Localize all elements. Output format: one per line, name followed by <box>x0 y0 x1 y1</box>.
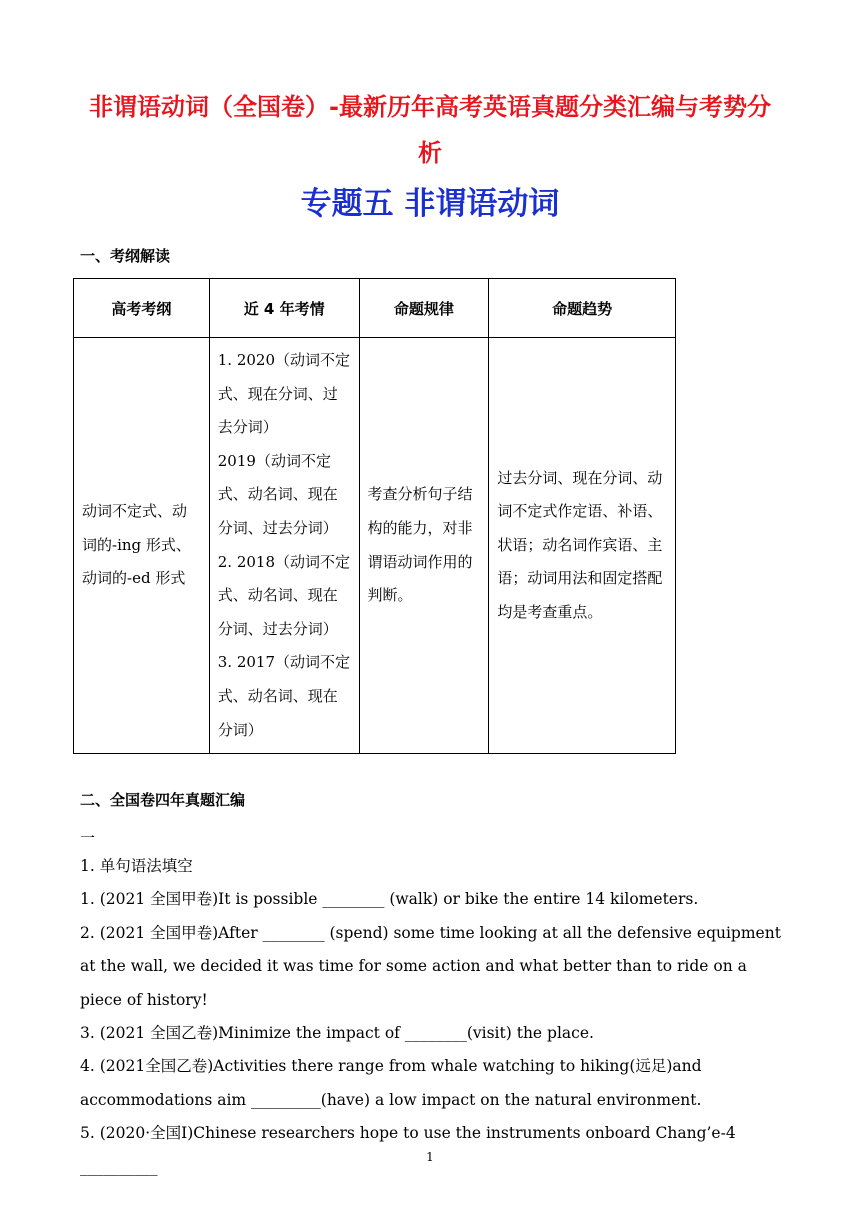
table-row <box>74 338 676 754</box>
syllabus-cell: 动词不定式、动词的-ing 形式、动词的-ed 形式 <box>74 338 210 754</box>
exam-year-entry: 2019（动词不定式、动名词、现在分词、过去分词） <box>217 451 338 537</box>
question-item: 5. (2020·全国I)Chinese researchers hope to use the instruments onboard Chang’e-4 __________ <box>80 1124 736 1176</box>
exam-year-entry: 2. 2018（动词不定式、动名词、现在分词、过去分词） <box>217 552 351 638</box>
part-marker: 一 <box>80 829 96 847</box>
trend-cell: 过去分词、现在分词、动词不定式作定语、补语、状语；动名词作宾语、主语；动词用法和固定搭配均是考查重点。 <box>489 338 676 754</box>
topic-subtitle: 专题五 非谓语动词 <box>300 186 560 222</box>
table-header-cell: 高考考纲 <box>74 279 210 338</box>
document-title: 非谓语动词（全国卷）-最新历年高考英语真题分类汇编与考势分析 <box>89 93 771 167</box>
exam-year-entry: 3. 2017（动词不定式、动名词、现在分词） <box>217 653 351 739</box>
question-item: 4. (2021全国乙卷)Activities there range from whale watching to hiking(远足)and accommodations aim _________(have) a low impact on the natural environment. <box>80 1057 702 1109</box>
recent-exams-cell <box>209 338 359 754</box>
part-label: 1. 单句语法填空 <box>80 857 193 875</box>
section-heading-exams: 二、全国卷四年真题汇编 <box>80 791 246 809</box>
question-item: 3. (2021 全国乙卷)Minimize the impact of ________(visit) the place. <box>80 1024 594 1043</box>
page-number: 1 <box>426 1150 434 1164</box>
question-list <box>80 850 782 1184</box>
table-header-cell: 近 4 年考情 <box>209 279 359 338</box>
table-header-cell: 命题趋势 <box>489 279 676 338</box>
question-item: 2. (2021 全国甲卷)After ________ (spend) some time looking at all the defensive equipment at the wall, we decided it was time for some action and what better than to ride on a piece of history! <box>80 923 781 1009</box>
pattern-cell: 考查分析句子结构的能力，对非谓语动词作用的判断。 <box>359 338 489 754</box>
outline-table <box>73 278 676 754</box>
table-header-cell: 命题规律 <box>359 279 489 338</box>
section-heading-outline: 一、考纲解读 <box>80 247 171 265</box>
exam-year-entry: 1. 2020（动词不定式、现在分词、过去分词） <box>217 351 351 437</box>
question-item: 1. (2021 全国甲卷)It is possible ________ (walk) or bike the entire 14 kilometers. <box>80 890 699 909</box>
table-header-row <box>74 279 676 338</box>
